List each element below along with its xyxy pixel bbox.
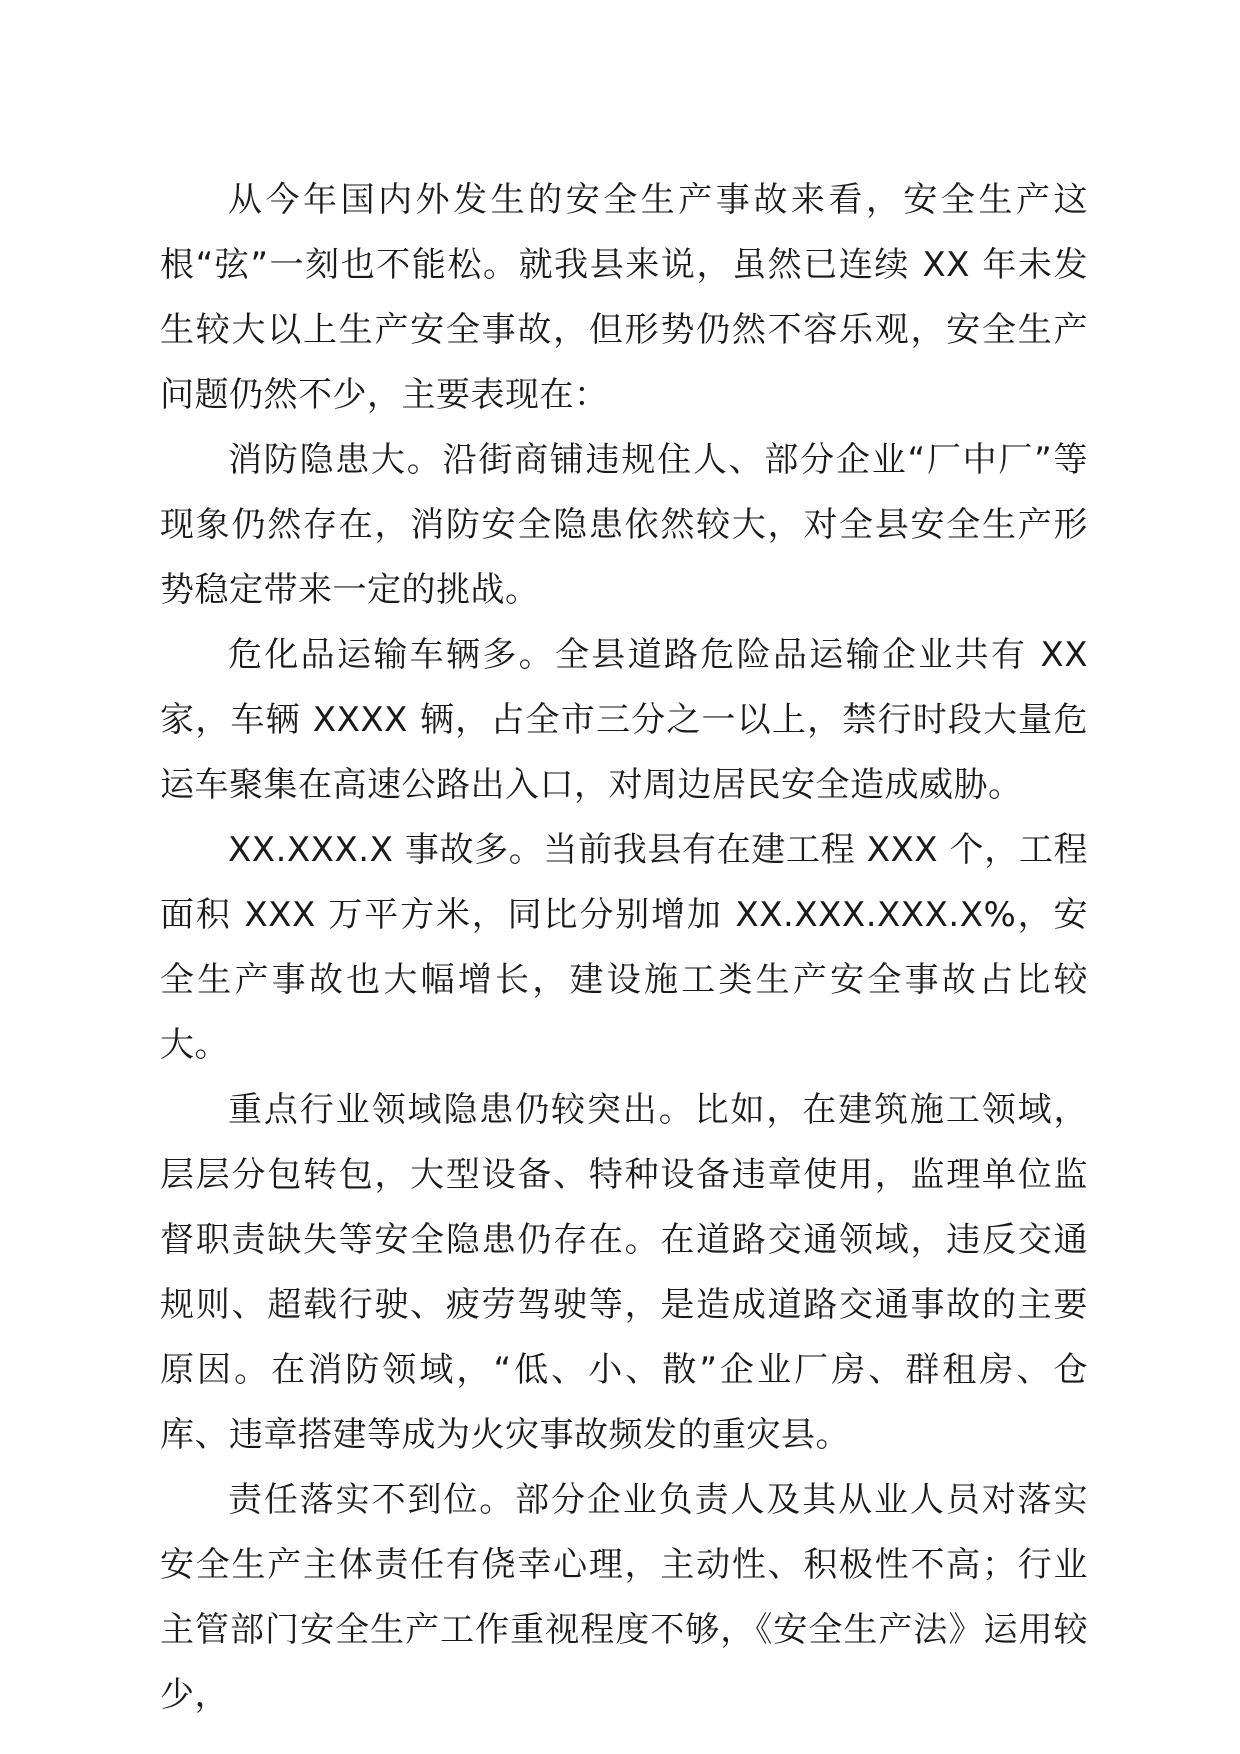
paragraph-hazmat-vehicles: 危化品运输车辆多。全县道路危险品运输企业共有 XX 家，车辆 XXXX 辆，占全市三分之一以上，禁行时段大量危运车聚集在高速公路出入口，对周边居民安全造成威胁。 (160, 635, 1088, 805)
paragraph-accidents: XX.XXX.X 事故多。当前我县有在建工程 XXX 个，工程面积 XXX 万平方米，同比分别增加 XX.XXX.XXX.X%，安全生产事故也大幅增长，建设施工类生产安全事故占比较大。 (160, 830, 1088, 1065)
document-body (160, 168, 1088, 1728)
paragraph-key-industries: 重点行业领域隐患仍较突出。比如，在建筑施工领域，层层分包转包，大型设备、特种设备违章使用，监理单位监督职责缺失等安全隐患仍存在。在道路交通领域，违反交通规则、超载行驶、疲劳驾驶等，是造成道路交通事故的主要原因。在消防领域，“低、小、散”企业厂房、群租房、仓库、违章搭建等成为火灾事故频发的重灾县。 (160, 1090, 1088, 1455)
paragraph-intro: 从今年国内外发生的安全生产事故来看，安全生产这根“弦”一刻也不能松。就我县来说，虽然已连续 XX 年未发生较大以上生产安全事故，但形势仍然不容乐观，安全生产问题仍然不少，主要表现在： (160, 180, 1088, 415)
paragraph-responsibility: 责任落实不到位。部分企业负责人及其从业人员对落实安全生产主体责任有侥幸心理，主动性、积极性不高；行业主管部门安全生产工作重视程度不够，《安全生产法》运用较少， (160, 1480, 1088, 1715)
paragraph-fire-hazards: 消防隐患大。沿街商铺违规住人、部分企业“厂中厂”等现象仍然存在，消防安全隐患依然较大，对全县安全生产形势稳定带来一定的挑战。 (160, 440, 1088, 610)
